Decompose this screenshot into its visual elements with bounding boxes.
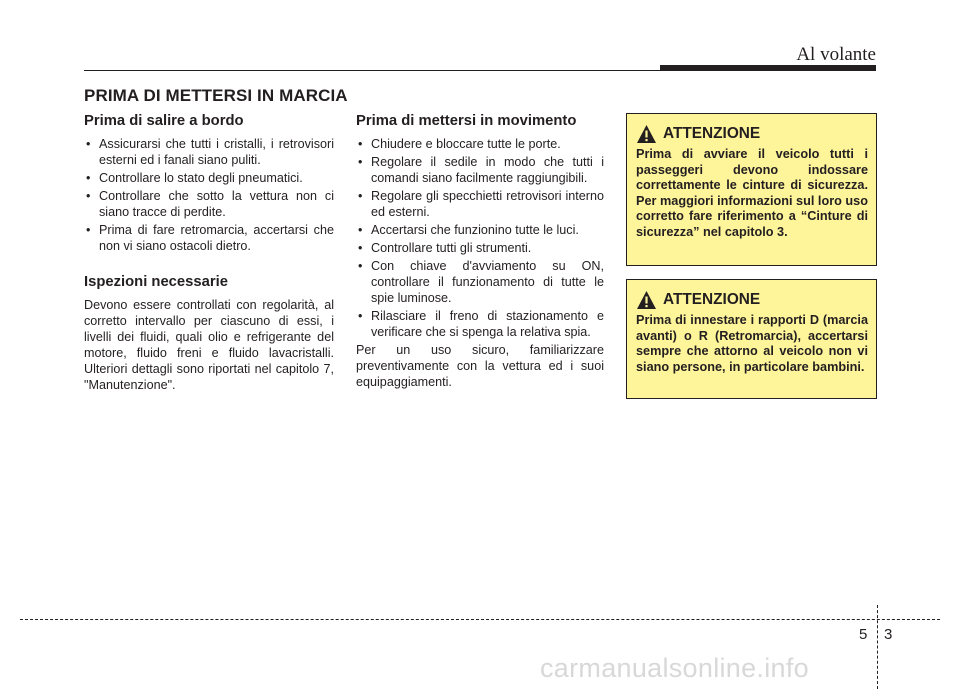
header-rule xyxy=(84,70,662,71)
list-item: • Regolare il sedile in modo che tutti i comandi siano facilmente raggiungibili. xyxy=(358,155,604,185)
list-item: • Controllare lo stato degli pneumatici. xyxy=(86,171,303,185)
list-item: • Assicurarsi che tutti i cristalli, i retrovisori esterni ed i fanali siano puliti. xyxy=(86,137,334,167)
running-head: Al volante xyxy=(796,44,876,65)
bullet-icon: • xyxy=(358,155,363,169)
section-title: PRIMA DI METTERSI IN MARCIA xyxy=(84,86,348,105)
warning-text: Prima di innestare i rapporti D (marcia avanti) o R (Retromarcia), accertarsi sempre che attorno al veicolo non vi siano persone, in particolare bambini. xyxy=(636,313,868,374)
bullet-icon: • xyxy=(358,189,363,203)
middle-column xyxy=(356,112,604,390)
list-item: • Accertarsi che funzionino tutte le luci. xyxy=(358,223,579,237)
list-item: • Prima di fare retromarcia, accertarsi che non vi siano ostacoli dietro. xyxy=(86,223,334,253)
bullet-icon: • xyxy=(86,189,91,203)
page-number: 3 xyxy=(884,626,893,643)
heading-before-boarding: Prima di salire a bordo xyxy=(84,113,244,129)
list-item: • Controllare tutti gli strumenti. xyxy=(358,241,532,255)
header-rule-thick xyxy=(660,65,876,71)
chapter-number: 5 xyxy=(859,626,868,643)
list-item: • Controllare che sotto la vettura non ci siano tracce di perdite. xyxy=(86,189,334,219)
safety-paragraph: Per un uso sicuro, familiarizzare preventivamente con la vettura ed i suoi equipaggiamenti. xyxy=(356,343,604,389)
list-item: • Regolare gli specchietti retrovisori interno ed esterni. xyxy=(358,189,604,219)
heading-before-moving: Prima di mettersi in movimento xyxy=(356,113,577,129)
inspections-paragraph: Devono essere controllati con regolarità, al corretto intervallo per ciascuno di essi, i livelli dei fluidi, quali olio e refrigerante del motore, fluido freni e fluido lavacristalli. Ulteriori dettagli sono riportati nel capitolo 7, "Manutenzione". xyxy=(84,298,334,392)
footer-divider xyxy=(877,605,878,689)
bullet-list-before-moving xyxy=(356,136,604,340)
warning-header xyxy=(636,124,868,144)
warning-text: Prima di avviare il veicolo tutti i passeggeri devono indossare correttamente le cinture di sicurezza. Per maggiori informazioni sul loro uso corretto fare riferimento a “Cinture di sicurezza” nel capitolo 3. xyxy=(636,147,868,239)
list-item: • Con chiave d'avviamento su ON, controllare il funzionamento di tutte le spie luminose. xyxy=(358,259,604,305)
list-item: • Chiudere e bloccare tutte le porte. xyxy=(358,137,561,151)
bullet-icon: • xyxy=(86,171,91,185)
warning-triangle-icon xyxy=(636,124,657,144)
warning-header xyxy=(636,290,868,310)
bullet-icon: • xyxy=(86,223,91,237)
watermark: carmanualsonline.info xyxy=(540,653,809,683)
warning-box-gear xyxy=(626,279,877,399)
bullet-icon: • xyxy=(358,309,363,323)
left-column xyxy=(84,112,334,393)
bullet-icon: • xyxy=(358,259,363,273)
bullet-icon: • xyxy=(86,137,91,151)
bullet-icon: • xyxy=(358,137,363,151)
warning-title: ATTENZIONE xyxy=(663,291,761,308)
bullet-icon: • xyxy=(358,223,363,237)
warning-box-seatbelts xyxy=(626,113,877,266)
bullet-icon: • xyxy=(358,241,363,255)
footer-rule xyxy=(20,619,940,620)
heading-inspections: Ispezioni necessarie xyxy=(84,274,228,290)
list-item: • Rilasciare il freno di stazionamento e verificare che si spenga la relativa spia. xyxy=(358,309,604,339)
warning-triangle-icon xyxy=(636,290,657,310)
warning-title: ATTENZIONE xyxy=(663,125,761,142)
bullet-list-before-boarding xyxy=(84,136,334,254)
